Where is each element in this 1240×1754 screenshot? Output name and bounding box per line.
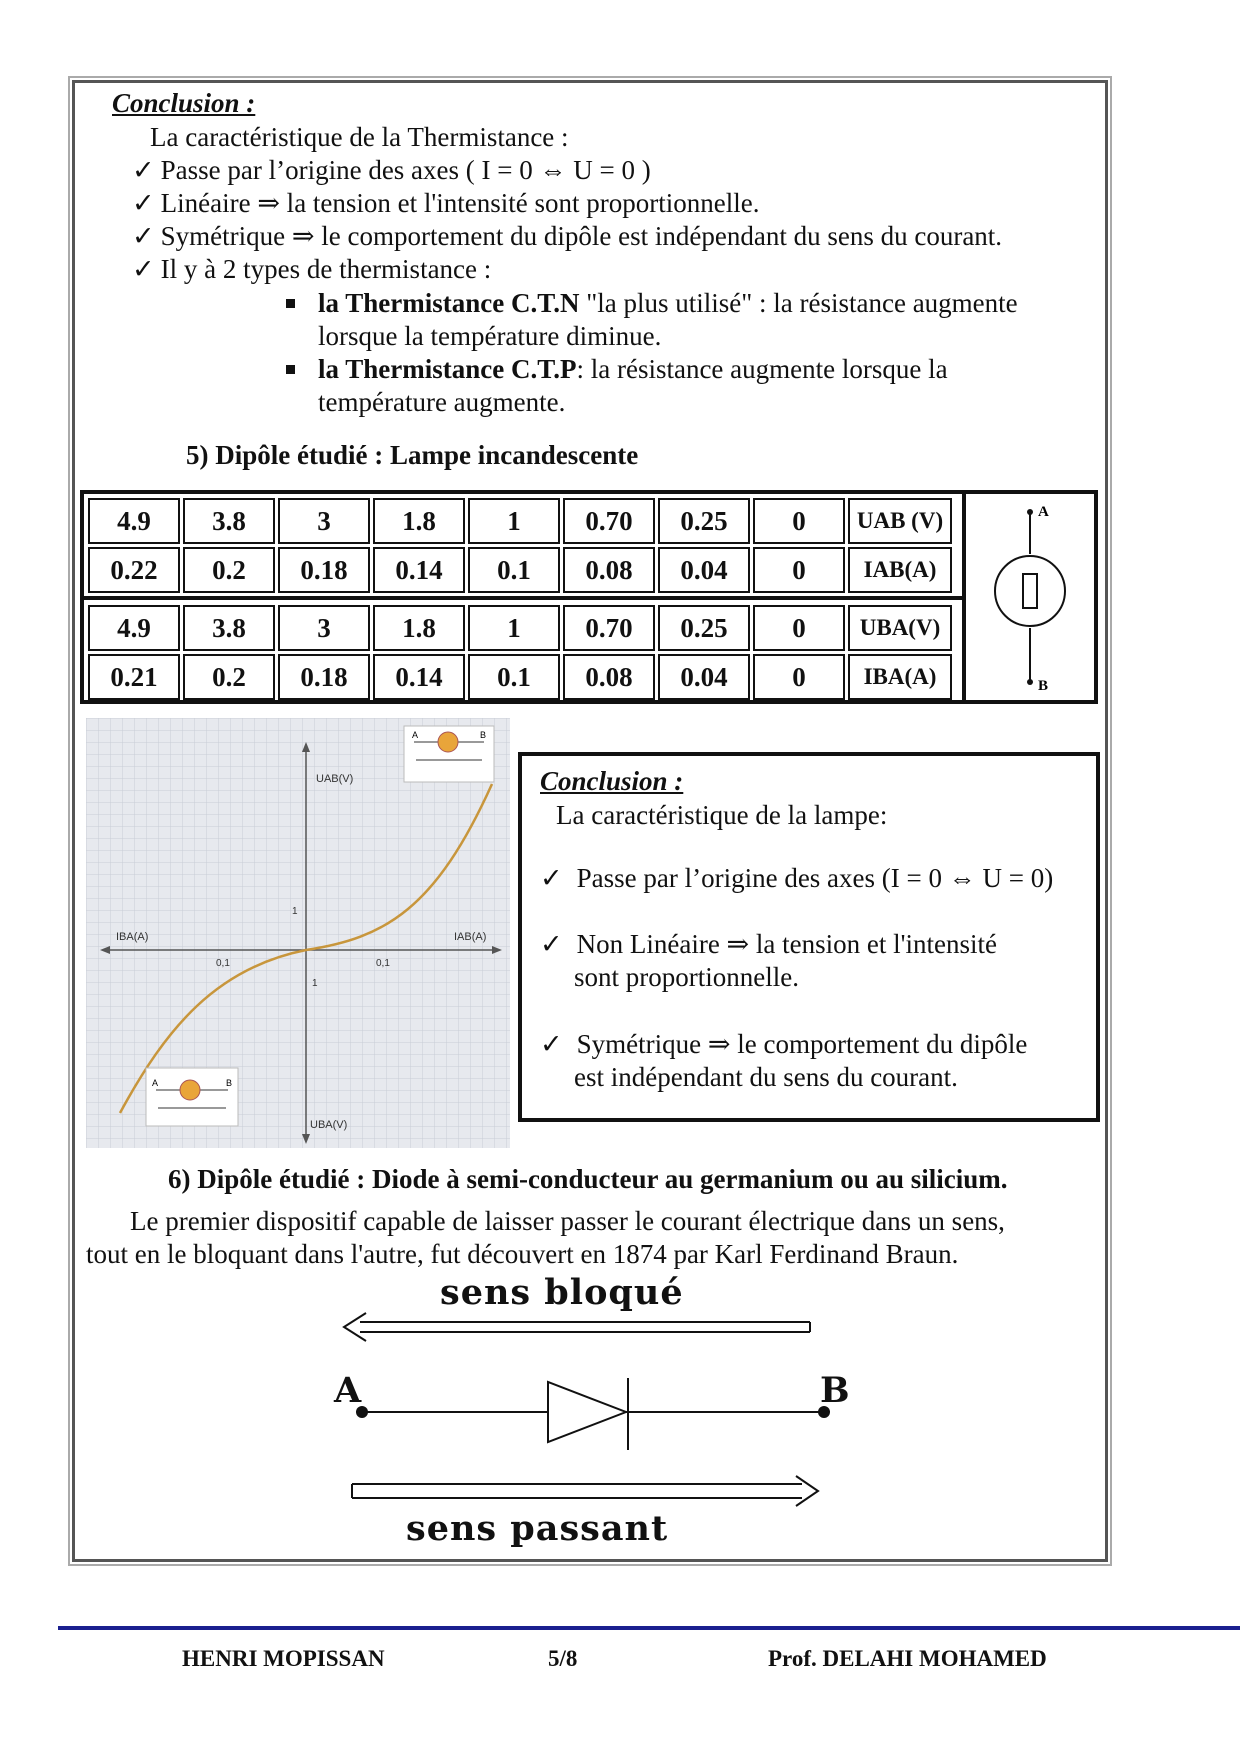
lampe-item-symetrique: ✓ Symétrique ⇒ le comportement du dipôle est indépendant du sens du courant. [540,1028,1027,1094]
lamp-inset-top-icon [404,726,494,782]
diode-label-a: A [334,1370,363,1411]
table-cell: 4.9 [88,498,180,544]
ctn-bullet: la Thermistance C.T.N "la plus utilisé" : la résistance augmente lorsque la température diminue. [318,287,1078,353]
section-5-title: 5) Dipôle étudié : Lampe incandescente [186,440,639,470]
table-cell: 0.2 [183,547,275,593]
table-cell: 4.9 [88,605,180,651]
table-row [88,654,952,700]
bullet-square-icon [286,365,295,374]
table-cell: 3.8 [183,605,275,651]
thermistance-item-symetrique: ✓ Symétrique ⇒ le comportement du dipôle est indépendant du sens du courant. [132,220,1002,253]
table-row [88,547,952,593]
table-cell: 1 [468,605,560,651]
graph-svg [86,718,510,1148]
table-row-label: UBA(V) [848,605,952,651]
table-cell: 0.2 [183,654,275,700]
table-cell: 0.25 [658,605,750,651]
table-cell: 0 [753,605,845,651]
table-cell: 3 [278,605,370,651]
table-uba-iba [85,602,955,703]
table-cell: 0.1 [468,654,560,700]
inset-top-a: A [412,730,419,740]
table-cell: 1.8 [373,498,465,544]
table-row-label: UAB (V) [848,498,952,544]
thermistance-item-types: ✓ Il y à 2 types de thermistance : [132,253,491,286]
thermistance-intro: La caractéristique de la Thermistance : [150,122,569,152]
thermistance-item-origin: ✓ Passe par l’origine des axes ( I = 0 ⇔ U = 0 ) [132,154,651,187]
thermistance-conclusion-title: Conclusion : [112,88,256,118]
bullet-square-icon [286,299,295,308]
footer-school: HENRI MOPISSAN [182,1646,385,1671]
table-cell: 0.70 [563,605,655,651]
table-cell: 1.8 [373,605,465,651]
table-divider [84,596,962,600]
table-cell: 0.08 [563,547,655,593]
x-right-label: IAB(A) [454,931,487,943]
diode-diagram [330,1310,830,1520]
table-cell: 0.04 [658,547,750,593]
table-cell: 3.8 [183,498,275,544]
footer-rule [58,1626,1240,1630]
inset-bottom-a: A [152,1078,159,1088]
symbol-label-a: A [1038,504,1049,520]
section-6-para-line1: Le premier dispositif capable de laisser passer le courant électrique dans un sens, [130,1206,1005,1236]
table-row-label: IBA(A) [848,654,952,700]
table-cell: 0 [753,498,845,544]
lampe-item-origin: ✓ Passe par l’origine des axes (I = 0 ⇔ U = 0) [540,862,1053,895]
sens-bloque-label: sens bloqué [440,1272,684,1313]
sens-passant-label: sens passant [406,1508,669,1549]
inset-bottom-b: B [226,1078,233,1088]
inset-top-b: B [480,730,487,740]
tick-down: 1 [312,978,318,989]
lampe-intro: La caractéristique de la lampe: [556,800,888,830]
x-left-label: IBA(A) [116,931,149,943]
lampe-conclusion-box [518,752,1100,1122]
footer-author: Prof. DELAHI MOHAMED [768,1646,1047,1671]
lamp-inset-bottom-icon [146,1068,238,1126]
tick-left: 0,1 [216,958,230,969]
section-6-title: 6) Dipôle étudié : Diode à semi-conducteur au germanium ou au silicium. [168,1164,1008,1194]
table-row-label: IAB(A) [848,547,952,593]
table-cell: 0.22 [88,547,180,593]
y-bottom-label: UBA(V) [310,1119,348,1131]
table-cell: 0.18 [278,547,370,593]
table-cell: 0.21 [88,654,180,700]
symbol-label-b: B [1038,678,1049,694]
footer-page-number: 5/8 [548,1646,578,1671]
section-6-para-line2: tout en le bloquant dans l'autre, fut découvert en 1874 par Karl Ferdinand Braun. [86,1239,959,1269]
table-row [88,498,952,544]
table-cell: 3 [278,498,370,544]
arrow-passant-icon [352,1476,818,1506]
tick-up: 1 [292,906,298,917]
arrow-bloque-icon [344,1313,810,1341]
table-cell: 0.70 [563,498,655,544]
table-cell: 0.04 [658,654,750,700]
tick-right: 0,1 [376,958,390,969]
table-row [88,605,952,651]
thermistance-item-lineaire: ✓ Linéaire ⇒ la tension et l'intensité sont proportionnelle. [132,187,759,220]
table-cell: 0.25 [658,498,750,544]
table-uab-iab [85,495,955,596]
table-cell: 0.14 [373,547,465,593]
lamp-symbol-icon [966,494,1094,700]
y-top-label: UAB(V) [316,773,354,785]
table-cell: 0 [753,547,845,593]
lampe-item-non-lineaire: ✓ Non Linéaire ⇒ la tension et l'intensité sont proportionnelle. [540,928,997,994]
lampe-characteristic-graph [86,718,510,1148]
table-cell: 0 [753,654,845,700]
table-cell: 0.14 [373,654,465,700]
table-cell: 0.18 [278,654,370,700]
diode-label-b: B [820,1370,851,1411]
table-cell: 0.1 [468,547,560,593]
lampe-conclusion-title: Conclusion : [540,766,684,796]
lampe-data-table [80,490,1098,704]
ctp-bullet: la Thermistance C.T.P: la résistance augmente lorsque la température augmente. [318,353,1078,419]
table-cell: 0.08 [563,654,655,700]
table-cell: 1 [468,498,560,544]
diode-symbol-icon [356,1378,830,1450]
